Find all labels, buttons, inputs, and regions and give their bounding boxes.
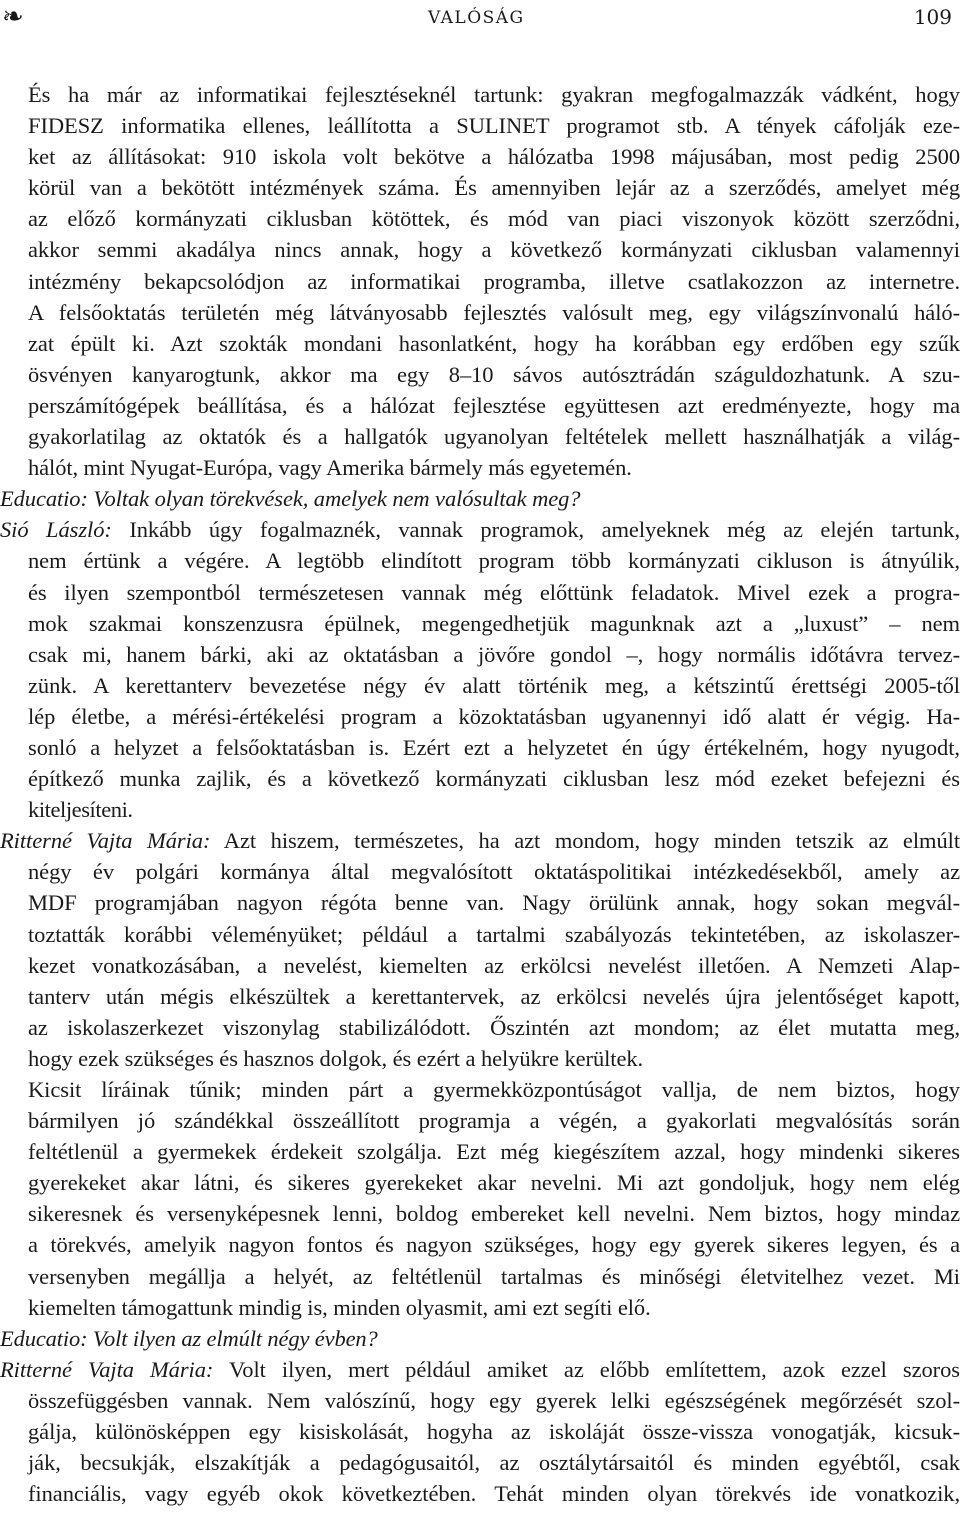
- text-line: versenyben megállja a helyét, az feltétlenül tartalmas és minőségi életvitelhez vezet. Mi: [28, 1263, 960, 1289]
- text-line: tanterv után mégis elkészültek a kerettantervek, az erkölcsi nevelés újra jelentőséget kapott,: [28, 983, 960, 1009]
- text-line: a törekvés, amelyik nagyon fontos és nagyon szükséges, hogy egy gyerek sikeres legyen, és a: [28, 1232, 960, 1258]
- text-line: és ilyen szempontból természetesen vannak még előttünk feladatok. Mivel ezek a progra-: [28, 579, 960, 605]
- text-line: négy év polgári kormánya által megvalósított oktatáspolitikai intézkedésekből, amely az: [28, 859, 960, 885]
- text-line: perszámítógépek beállítása, és a hálózat fejlesztése együttesen azt eredményezte, hogy ma: [28, 392, 960, 418]
- text-line: intézmény bekapcsolódjon az informatikai programba, illetve csatlakozzon az internetre.: [28, 268, 960, 294]
- text-line: MDF programjában nagyon régóta benne van. Nagy örülünk annak, hogy sokan megvál-: [28, 890, 960, 916]
- article-body: [0, 79, 960, 1509]
- text-line: [0, 825, 960, 856]
- answer-text: Inkább úgy fogalmaznék, vannak programok, amelyeknek még az elején tartunk,: [111, 517, 960, 543]
- text-line: gyakorlatilag az oktatók és a hallgatók ugyanolyan feltételek mellett használhatják a világ-: [28, 424, 960, 450]
- text-line: És ha már az informatikai fejlesztéseknél tartunk: gyakran megfogalmazzák vádként, hogy: [28, 82, 960, 107]
- text-line: sonló a helyzet a felsőoktatásban is. Ezért ezt a helyzetet én úgy értékelném, hogy nyugodt,: [28, 734, 960, 760]
- text-line: kiteljesíteni.: [28, 797, 133, 823]
- text-line: A felsőoktatás területén még látványosabb fejlesztés valósult meg, egy világszínvonalú háló-: [28, 299, 960, 325]
- text-line: összefüggésben vannak. Nem valószínű, hogy egy gyerek lelki egészségének megőrzését szol-: [28, 1387, 960, 1413]
- interview-question: Educatio: Voltak olyan törekvések, amelyek nem valósultak meg?: [0, 486, 581, 512]
- running-head: VALÓSÁG: [428, 8, 525, 28]
- text-line: feltétlenül a gyermekek érdekeit szolgálja. Ezt még kiegészítem azzal, hogy mindenki sikeres: [28, 1139, 960, 1165]
- text-line: bármilyen jó szándékkal összeállított programja a végén, a gyakorlati megvalósítás során: [28, 1108, 960, 1134]
- text-line: mok szakmai konszenzusra épülnek, megengedhetjük magunknak azt a „luxust” – nem: [28, 610, 960, 636]
- text-line: [0, 1354, 960, 1385]
- speaker-name: Sió László:: [0, 517, 112, 543]
- text-line: hálót, mint Nyugat-Európa, vagy Amerika bármely más egyetemén.: [28, 455, 632, 481]
- text-line: csak mi, hanem bárki, aki az oktatásban a jövőre gondol –, hogy normális időtávra tervez-: [28, 641, 960, 667]
- text-line: az előző kormányzati ciklusban kötöttek, és mód van piaci viszonyok között szerződni,: [28, 206, 960, 232]
- text-line: ket az állításokat: 910 iskola volt bekötve a hálózatba 1998 májusában, most pedig 2500: [28, 144, 960, 170]
- text-line: építkező munka zajlik, és a következő kormányzati ciklusban lesz mód ezeket befejezni és: [28, 766, 960, 792]
- text-line: toztatták korábbi véleményüket; például a tartalmi szabályozás tekintetében, az iskolaszer-: [28, 921, 960, 947]
- interview-question: Educatio: Volt ilyen az elmúlt négy évben?: [0, 1325, 378, 1351]
- text-line: sikeresnek és versenyképesnek lenni, boldog embereket kell nevelni. Nem biztos, hogy mindaz: [28, 1201, 960, 1227]
- text-line: FIDESZ informatika ellenes, leállította a SULINET programot stb. A tények cáfolják eze-: [28, 113, 960, 139]
- text-line: nem értünk a végére. A legtöbb elindított program több kormányzati cikluson is átnyúlik,: [28, 548, 960, 574]
- answer-text: Azt hiszem, természetes, ha azt mondom, hogy minden tetszik az elmúlt: [210, 828, 960, 854]
- text-line: kezet vonatkozásában, a nevelést, kiemelten az erkölcsi nevelést illetően. A Nemzeti Alap-: [28, 952, 960, 978]
- text-line: ják, becsukják, elszakítják a pedagógusaitól, az osztálytársaitól és minden egyébtől, csak: [28, 1450, 960, 1476]
- page-number: 109: [913, 5, 952, 29]
- text-line: az iskolaszerkezet viszonylag stabilizálódott. Őszintén azt mondom; az élet mutatta meg,: [28, 1014, 960, 1040]
- text-line: kiemelten támogattunk mindig is, minden olyasmit, ami ezt segíti elő.: [28, 1294, 651, 1320]
- text-line: lép életbe, a mérési-értékelési program a közoktatásban ugyanennyi idő alatt ér végig. Ha-: [28, 703, 960, 729]
- page-header: [0, 0, 960, 40]
- text-line: ösvényen kanyarogtunk, akkor ma egy 8–10 sávos autósztrádán száguldozhatunk. A szu-: [28, 361, 960, 387]
- speaker-name: Ritterné Vajta Mária:: [0, 1356, 214, 1382]
- text-line: gálja, különösképpen egy kisiskolását, hogyha az iskoláját össze-vissza vonogatják, kicsuk-: [28, 1419, 960, 1445]
- text-line: gyerekeket akar látni, és sikeres gyerekeket akar nevelni. Mi azt gondoljuk, hogy nem elég: [28, 1170, 960, 1196]
- text-line: financiális, vagy egyéb okok következtében. Tehát minden olyan törekvés ide vonatkozik,: [28, 1481, 960, 1507]
- text-line: zat épült ki. Azt szokták mondani hasonlatként, hogy ha korábban egy erdőben egy szűk: [28, 330, 960, 356]
- answer-text: Volt ilyen, mert például amiket az előbb említettem, azok ezzel szoros: [213, 1356, 960, 1382]
- text-line: körül van a bekötött intézmények száma. És amennyiben lejár az a szerződés, amelyet még: [28, 175, 960, 201]
- speaker-name: Ritterné Vajta Mária:: [0, 828, 211, 854]
- fleuron-ornament: ❧: [2, 2, 24, 32]
- text-line: Kicsit líráinak tűnik; minden párt a gyermekközpontúságot vallja, de nem biztos, hogy: [28, 1077, 960, 1102]
- text-line: hogy ezek szükséges és hasznos dolgok, és ezért a helyükre kerültek.: [28, 1045, 644, 1071]
- text-line: akkor semmi akadálya nincs annak, hogy a következő kormányzati ciklusban valamennyi: [28, 237, 960, 263]
- text-line: [0, 514, 960, 545]
- text-line: zünk. A kerettanterv bevezetése négy év alatt történik meg, a kétszintű érettségi 2005-től: [28, 672, 960, 698]
